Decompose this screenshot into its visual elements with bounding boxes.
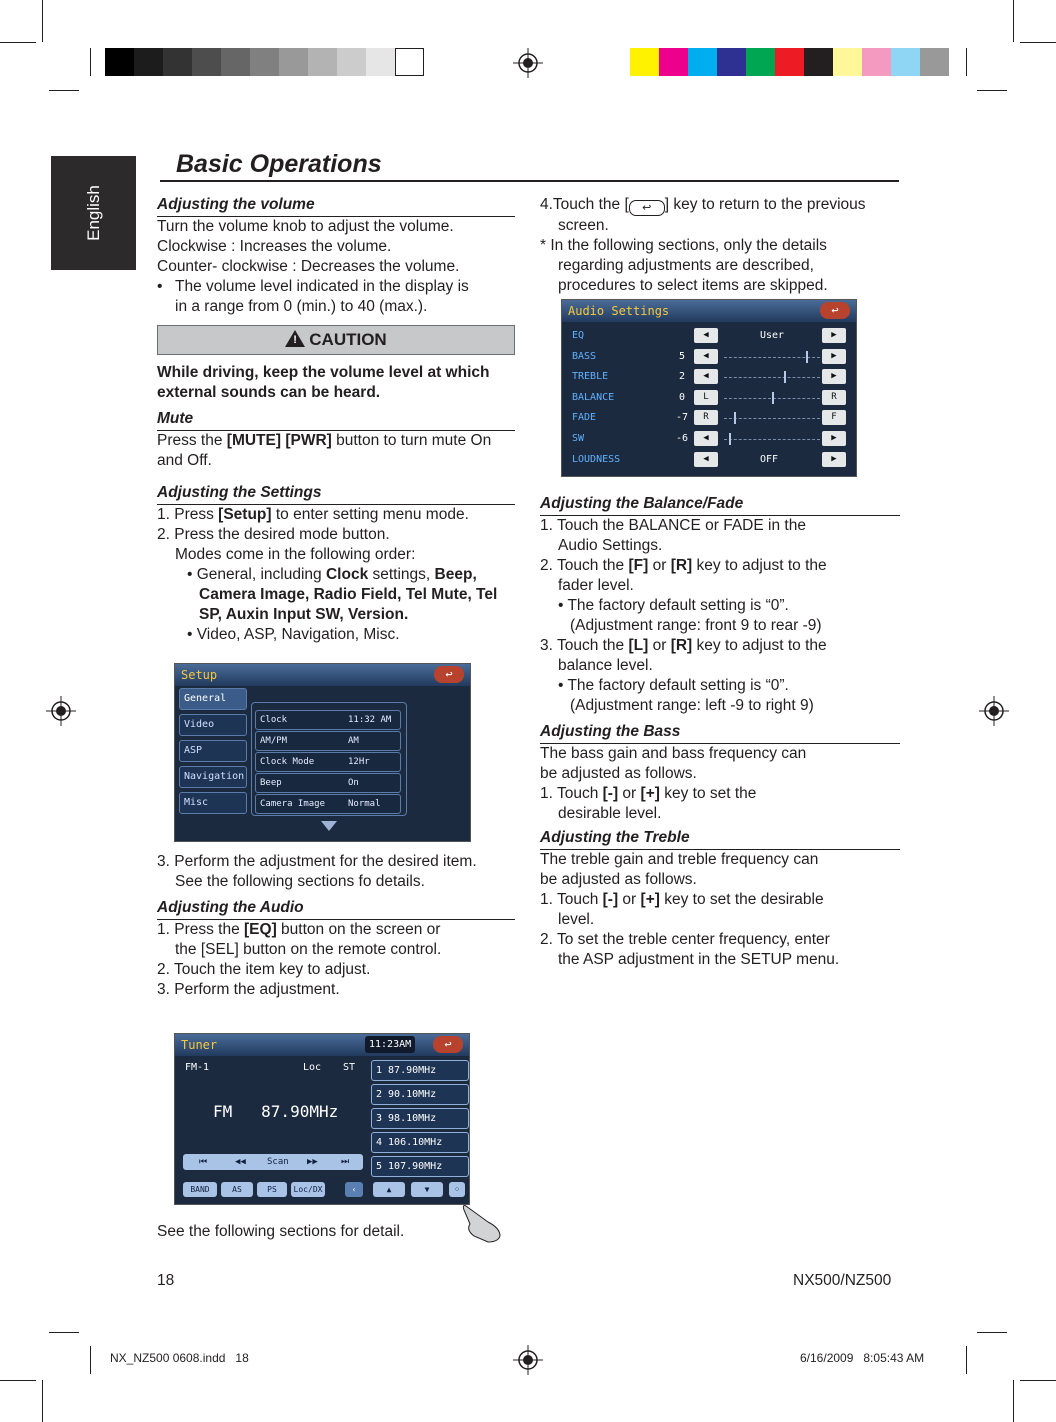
audio-left-button: R xyxy=(694,410,718,425)
audio-row-bass xyxy=(562,347,857,367)
audio-left-button: ◀ xyxy=(694,452,718,467)
body-text: Clockwise : Increases the volume. xyxy=(157,238,392,255)
audio-right-button: R xyxy=(822,390,846,405)
body-text: and Off. xyxy=(157,452,212,469)
list-item: 2. Press the desired mode button. xyxy=(157,526,390,543)
body-text: screen. xyxy=(558,217,609,234)
list-item: 1. Touch the BALANCE or FADE in the xyxy=(540,517,806,534)
body-text: Modes come in the following order: xyxy=(175,546,416,563)
audio-slider-marker xyxy=(772,392,774,404)
gray-swatch xyxy=(337,48,366,76)
caution-text: external sounds can be heard. xyxy=(157,384,381,401)
gray-swatch xyxy=(221,48,250,76)
audio-row-balance xyxy=(562,388,857,408)
list-item: 1. Touch [-] or [+] key to set the desirable xyxy=(540,891,824,908)
note-text: regarding adjustments are described, xyxy=(558,257,814,274)
list-item: 2. Touch the [F] or [R] key to adjust to the xyxy=(540,557,827,574)
setup-row-value: AM xyxy=(348,736,359,746)
color-swatch xyxy=(775,48,804,76)
body-text: fader level. xyxy=(558,577,634,594)
crop-mark xyxy=(977,1332,1007,1333)
body-text: The treble gain and treble frequency can xyxy=(540,851,819,868)
note-text: procedures to select items are skipped. xyxy=(558,277,828,294)
gray-swatch xyxy=(105,48,134,76)
title-rule xyxy=(160,180,899,182)
print-slug-file: NX_NZ500 0608.indd 18 xyxy=(110,1351,249,1365)
touch-hand-icon xyxy=(460,1196,504,1244)
body-text: The bass gain and bass frequency can xyxy=(540,745,807,762)
screen-header xyxy=(175,1034,469,1056)
page-title: Basic Operations xyxy=(176,150,382,178)
crop-mark xyxy=(49,90,79,91)
color-swatch xyxy=(746,48,775,76)
audio-row-eq xyxy=(562,326,857,346)
color-swatch xyxy=(891,48,920,76)
setup-row-name: AM/PM xyxy=(260,736,288,746)
section-heading-balance-fade: Adjusting the Balance/Fade xyxy=(540,494,900,516)
setup-row-name: Beep xyxy=(260,778,282,788)
setup-row-value: 11:32 AM xyxy=(348,715,392,725)
body-text: the [SEL] button on the remote control. xyxy=(175,941,442,958)
crop-mark xyxy=(0,42,36,43)
gray-swatch xyxy=(308,48,337,76)
setup-row xyxy=(255,773,401,793)
registration-mark-icon xyxy=(513,48,543,78)
color-swatch xyxy=(920,48,949,76)
stereo-indicator: ST xyxy=(343,1062,356,1073)
body-text: See the following sections fo details. xyxy=(175,873,425,890)
setup-row xyxy=(255,710,401,730)
setup-menu-misc: Misc xyxy=(179,792,247,814)
see-detail-text: See the following sections for detail. xyxy=(157,1223,405,1240)
setup-row-name: Camera Image xyxy=(260,799,326,809)
screen-header xyxy=(175,664,470,686)
list-item: 3. Touch the [L] or [R] key to adjust to the xyxy=(540,637,827,654)
setup-menu-asp: ASP xyxy=(179,740,247,762)
prev-track-icon: ⏮ xyxy=(199,1157,208,1167)
preset-button: 1 87.90MHz xyxy=(371,1060,469,1081)
caution-text: While driving, keep the volume level at which xyxy=(157,364,490,381)
audio-settings-screenshot xyxy=(561,299,857,477)
setup-row-name: Clock xyxy=(260,715,288,725)
language-tab-label: English xyxy=(84,185,103,241)
list-item: 1. Touch [-] or [+] key to set the xyxy=(540,785,757,802)
color-swatch xyxy=(630,48,659,76)
scroll-down-icon xyxy=(321,821,337,831)
body-text: the ASP adjustment in the SETUP menu. xyxy=(558,951,840,968)
screen-header xyxy=(562,300,856,322)
audio-row-loudness xyxy=(562,450,857,470)
list-item: 3. Perform the adjustment. xyxy=(157,981,340,998)
tuner-button-loc-dx: Loc/DX xyxy=(291,1182,325,1197)
crop-mark xyxy=(1020,1380,1056,1381)
band-label: FM-1 xyxy=(185,1062,210,1073)
audio-slider-marker xyxy=(806,351,808,363)
audio-slider-track xyxy=(724,377,820,379)
preset-down-icon: ▼ xyxy=(411,1182,443,1197)
audio-row-sw xyxy=(562,429,857,449)
note-text: * In the following sections, only the details xyxy=(540,237,827,254)
return-key-icon: ↩ xyxy=(629,200,665,216)
setup-row-name: Clock Mode xyxy=(260,757,315,767)
next-track-icon: ⏭ xyxy=(341,1157,350,1167)
color-swatch xyxy=(833,48,862,76)
crop-mark xyxy=(1020,42,1056,43)
setup-row xyxy=(255,794,401,814)
audio-slider-track xyxy=(724,439,820,441)
body-text: be adjusted as follows. xyxy=(540,871,697,888)
body-text: level. xyxy=(558,911,595,928)
audio-slider-track xyxy=(724,418,820,420)
rewind-icon: ◀◀ xyxy=(235,1157,246,1167)
list-item: 1. Press [Setup] to enter setting menu mode. xyxy=(157,506,469,523)
crop-mark xyxy=(966,1346,967,1374)
bullet-item: • The factory default setting is “0”. xyxy=(558,597,789,614)
right-column xyxy=(540,195,900,296)
gray-swatch xyxy=(279,48,308,76)
registration-mark-icon xyxy=(979,696,1009,726)
setup-row-value: Normal xyxy=(348,799,381,809)
audio-row-value: 0 xyxy=(678,391,686,403)
gray-swatch xyxy=(366,48,395,76)
audio-slider-marker xyxy=(729,433,731,445)
seek-controls xyxy=(183,1154,363,1170)
preset-button: 5 107.90MHz xyxy=(371,1156,469,1177)
section-heading-mute: Mute xyxy=(157,409,515,431)
back-icon: ↩ xyxy=(434,666,464,683)
caution-label: CAUTION xyxy=(309,330,387,349)
setup-menu-navigation: Navigation xyxy=(179,766,247,788)
audio-right-button: ▶ xyxy=(822,328,846,343)
crop-mark xyxy=(977,90,1007,91)
screen-title: Audio Settings xyxy=(568,304,670,318)
body-text: (Adjustment range: front 9 to rear -9) xyxy=(570,617,822,634)
setup-row xyxy=(255,731,401,751)
forward-icon: ▶▶ xyxy=(307,1157,318,1167)
audio-row-treble xyxy=(562,367,857,387)
list-item: 2. Touch the item key to adjust. xyxy=(157,961,371,978)
section-heading-volume: Adjusting the volume xyxy=(157,195,515,217)
clock-display: 11:23AM xyxy=(365,1036,415,1053)
registration-mark-icon xyxy=(46,696,76,726)
preset-button: 4 106.10MHz xyxy=(371,1132,469,1153)
body-text: be adjusted as follows. xyxy=(540,765,697,782)
audio-row-name: BASS xyxy=(572,350,597,362)
tuner-button-band: BAND xyxy=(183,1182,217,1197)
preset-up-icon: ▲ xyxy=(373,1182,405,1197)
back-icon: ↩ xyxy=(433,1036,463,1053)
audio-right-button: F xyxy=(822,410,846,425)
tuner-button-as: AS xyxy=(221,1182,253,1197)
audio-right-button: ▶ xyxy=(822,349,846,364)
caution-banner xyxy=(157,325,515,355)
crop-mark xyxy=(42,0,43,42)
color-swatch xyxy=(717,48,746,76)
bullet-item: • The factory default setting is “0”. xyxy=(558,677,789,694)
bullet-item: Camera Image, Radio Field, Tel Mute, Tel xyxy=(199,586,498,603)
setup-row-value: On xyxy=(348,778,359,788)
right-column-lower xyxy=(540,494,900,970)
tuner-screenshot xyxy=(174,1033,470,1205)
loc-indicator: Loc xyxy=(303,1062,322,1073)
audio-row-setting: User xyxy=(760,330,785,341)
registration-mark-icon xyxy=(513,1345,543,1375)
audio-row-fade xyxy=(562,408,857,428)
audio-row-value: -7 xyxy=(675,412,689,424)
frequency-display: FM 87.90MHz xyxy=(213,1102,339,1121)
tuner-button-ps: PS xyxy=(257,1182,287,1197)
audio-row-value: -6 xyxy=(675,433,689,444)
section-heading-bass: Adjusting the Bass xyxy=(540,722,900,744)
setup-menu-video: Video xyxy=(179,714,247,736)
audio-slider-marker xyxy=(734,412,736,424)
list-item: 3. Perform the adjustment for the desired item. xyxy=(157,853,477,870)
body-text: Counter- clockwise : Decreases the volume. xyxy=(157,258,460,275)
body-text: Turn the volume knob to adjust the volume. xyxy=(157,218,454,235)
crop-mark xyxy=(966,48,967,76)
section-heading-treble: Adjusting the Treble xyxy=(540,828,900,850)
audio-row-setting: OFF xyxy=(760,453,779,465)
crop-mark xyxy=(49,1332,79,1333)
crop-mark xyxy=(90,1346,91,1374)
audio-row-name: EQ xyxy=(572,330,585,341)
audio-left-button: L xyxy=(694,390,718,405)
setup-row-value: 12Hr xyxy=(348,757,370,767)
left-column-lower xyxy=(157,852,515,1000)
page-number: 18 xyxy=(157,1272,175,1289)
back-icon: ↩ xyxy=(820,302,850,319)
collapse-icon: ‹ xyxy=(345,1182,363,1197)
body-text: Audio Settings. xyxy=(558,537,663,554)
audio-left-button: ◀ xyxy=(694,369,718,384)
audio-row-name: LOUDNESS xyxy=(572,453,621,465)
bullet-item: SP, Auxin Input SW, Version. xyxy=(199,606,409,623)
audio-row-value: 2 xyxy=(678,371,686,383)
section-heading-settings: Adjusting the Settings xyxy=(157,483,515,505)
setup-screenshot xyxy=(174,663,471,842)
setup-menu-general: General xyxy=(179,688,247,710)
warning-icon: ! xyxy=(285,330,305,347)
crop-mark xyxy=(42,1380,43,1422)
list-item: 2. To set the treble center frequency, enter xyxy=(540,931,830,948)
color-swatch xyxy=(804,48,833,76)
gray-swatch xyxy=(163,48,192,76)
body-text: (Adjustment range: left -9 to right 9) xyxy=(570,697,814,714)
audio-left-button: ◀ xyxy=(694,349,718,364)
audio-row-name: BALANCE xyxy=(572,391,615,403)
audio-row-name: SW xyxy=(572,433,585,444)
left-column xyxy=(157,195,515,645)
bullet-item: • The volume level indicated in the display is xyxy=(157,278,469,295)
audio-row-name: TREBLE xyxy=(572,371,609,383)
crop-mark xyxy=(1013,1380,1014,1422)
gray-swatch xyxy=(250,48,279,76)
crop-mark xyxy=(0,1380,36,1381)
color-swatch xyxy=(688,48,717,76)
body-text: desirable level. xyxy=(558,805,662,822)
color-swatch xyxy=(862,48,891,76)
color-swatch xyxy=(659,48,688,76)
screen-title: Setup xyxy=(181,668,218,682)
section-heading-audio: Adjusting the Audio xyxy=(157,898,515,920)
audio-right-button: ▶ xyxy=(822,369,846,384)
crop-mark xyxy=(90,48,91,76)
setup-row xyxy=(255,752,401,772)
body-text: in a range from 0 (min.) to 40 (max.). xyxy=(175,298,428,315)
body-text: balance level. xyxy=(558,657,653,674)
gray-swatch xyxy=(395,48,424,76)
bullet-item: • Video, ASP, Navigation, Misc. xyxy=(187,626,400,643)
crop-mark xyxy=(1013,0,1014,42)
preset-button: 3 98.10MHz xyxy=(371,1108,469,1129)
list-item: 4.Touch the [ ↩ ] key to return to the previous xyxy=(540,196,866,214)
audio-left-button: ◀ xyxy=(694,328,718,343)
gray-swatch xyxy=(192,48,221,76)
print-slug-date: 6/16/2009 8:05:43 AM xyxy=(800,1351,925,1365)
menu-grid-icon: ⁘ xyxy=(449,1182,465,1197)
scan-button: Scan xyxy=(267,1157,289,1167)
audio-row-name: FADE xyxy=(572,412,597,424)
body-text: Press the [MUTE] [PWR] button to turn mute On xyxy=(157,432,492,449)
audio-slider-marker xyxy=(784,371,786,383)
list-item: 1. Press the [EQ] button on the screen or xyxy=(157,921,441,938)
screen-title: Tuner xyxy=(181,1038,218,1052)
audio-right-button: ▶ xyxy=(822,431,846,446)
bullet-item: • General, including Clock settings, Beep, xyxy=(187,566,477,583)
audio-left-button: ◀ xyxy=(694,431,718,446)
audio-right-button: ▶ xyxy=(822,452,846,467)
language-tab xyxy=(51,156,136,270)
preset-button: 2 90.10MHz xyxy=(371,1084,469,1105)
gray-swatch xyxy=(134,48,163,76)
audio-row-value: 5 xyxy=(678,350,686,362)
model-name: NX500/NZ500 xyxy=(793,1272,892,1289)
